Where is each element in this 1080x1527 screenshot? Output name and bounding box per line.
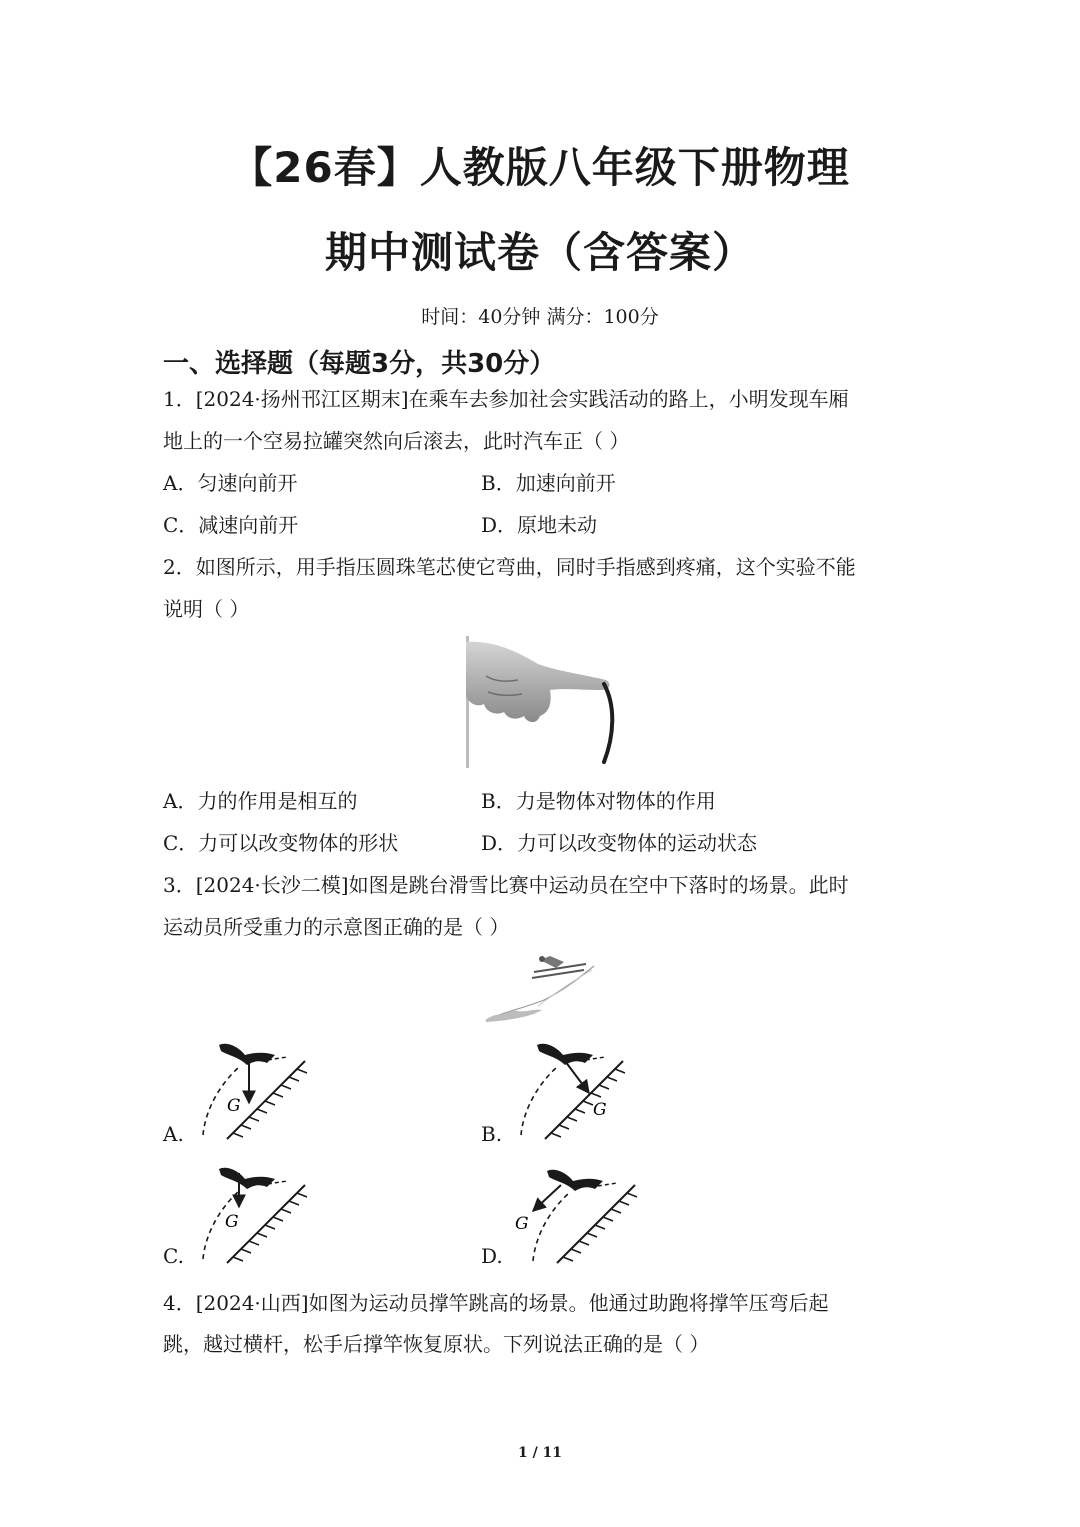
q1-line-2: 地上的一个空易拉罐突然向后滚去，此时汽车正（ ） [163,429,630,453]
q3-line-2: 运动员所受重力的示意图正确的是（ ） [163,915,510,939]
gravity-arrow [533,1185,561,1211]
q4-line-1: 4．[2024·山西]如图为运动员撑竿跳高的场景。他通过助跑将撑竿压弯后起 [163,1291,829,1315]
exam-meta: 时间：40分钟 满分：100分 [421,306,659,328]
pen-refill [604,684,612,762]
q3-option-a-label: A. [163,1122,184,1146]
page-number: 1 / 11 [517,1445,563,1461]
force-label-d: G [515,1214,529,1234]
q2-line-2: 说明（ ） [163,597,250,621]
force-label-c: G [225,1212,239,1232]
hand-shape [466,642,609,722]
q2-option-a: A．力的作用是相互的 [163,789,358,813]
q1-option-b: B．加速向前开 [481,471,616,495]
q3-option-d-label: D. [481,1244,503,1268]
section-heading: 一、选择题（每题3分，共30分） [163,349,556,379]
q2-option-b: B．力是物体对物体的作用 [481,789,716,813]
q2-option-d: D．力可以改变物体的运动状态 [481,831,758,855]
finger-pen-figure [466,636,616,768]
q4-line-2: 跳，越过横杆，松手后撑竿恢复原状。下列说法正确的是（ ） [163,1332,710,1356]
option-b-diagram [521,1044,625,1139]
ski-jump-scene [484,950,604,1024]
q1-line-1: 1．[2024·扬州邗江区期末]在乘车去参加社会实践活动的路上，小明发现车厢 [163,387,849,411]
q2-line-1: 2．如图所示，用手指压圆珠笔芯使它弯曲，同时手指感到疼痛，这个实验不能 [163,555,856,579]
q1-option-d: D．原地未动 [481,513,598,537]
option-d-diagram [515,1170,637,1263]
q1-option-c: C．减速向前开 [163,513,299,537]
title-line-2: 期中测试卷（含答案） [324,228,755,277]
force-label-a: G [227,1096,241,1116]
gravity-arrow [565,1061,589,1093]
q3-option-b-label: B. [481,1122,503,1146]
option-a-diagram [203,1044,307,1139]
skier-silhouette [547,1170,603,1191]
q2-option-c: C．力可以改变物体的形状 [163,831,399,855]
option-c-diagram [203,1168,307,1263]
skier-silhouette [219,1044,275,1065]
q3-option-c-label: C. [163,1244,184,1268]
q3-line-1: 3．[2024·长沙二模]如图是跳台滑雪比赛中运动员在空中下落时的场景。此时 [163,873,849,897]
q3-options-diagram [163,1035,643,1275]
force-label-b: G [593,1100,607,1120]
skier-silhouette [219,1168,275,1189]
q1-option-a: A．匀速向前开 [163,471,298,495]
title-line-1: 【26春】人教版八年级下册物理 [230,143,850,192]
snow-ground [486,1010,542,1022]
